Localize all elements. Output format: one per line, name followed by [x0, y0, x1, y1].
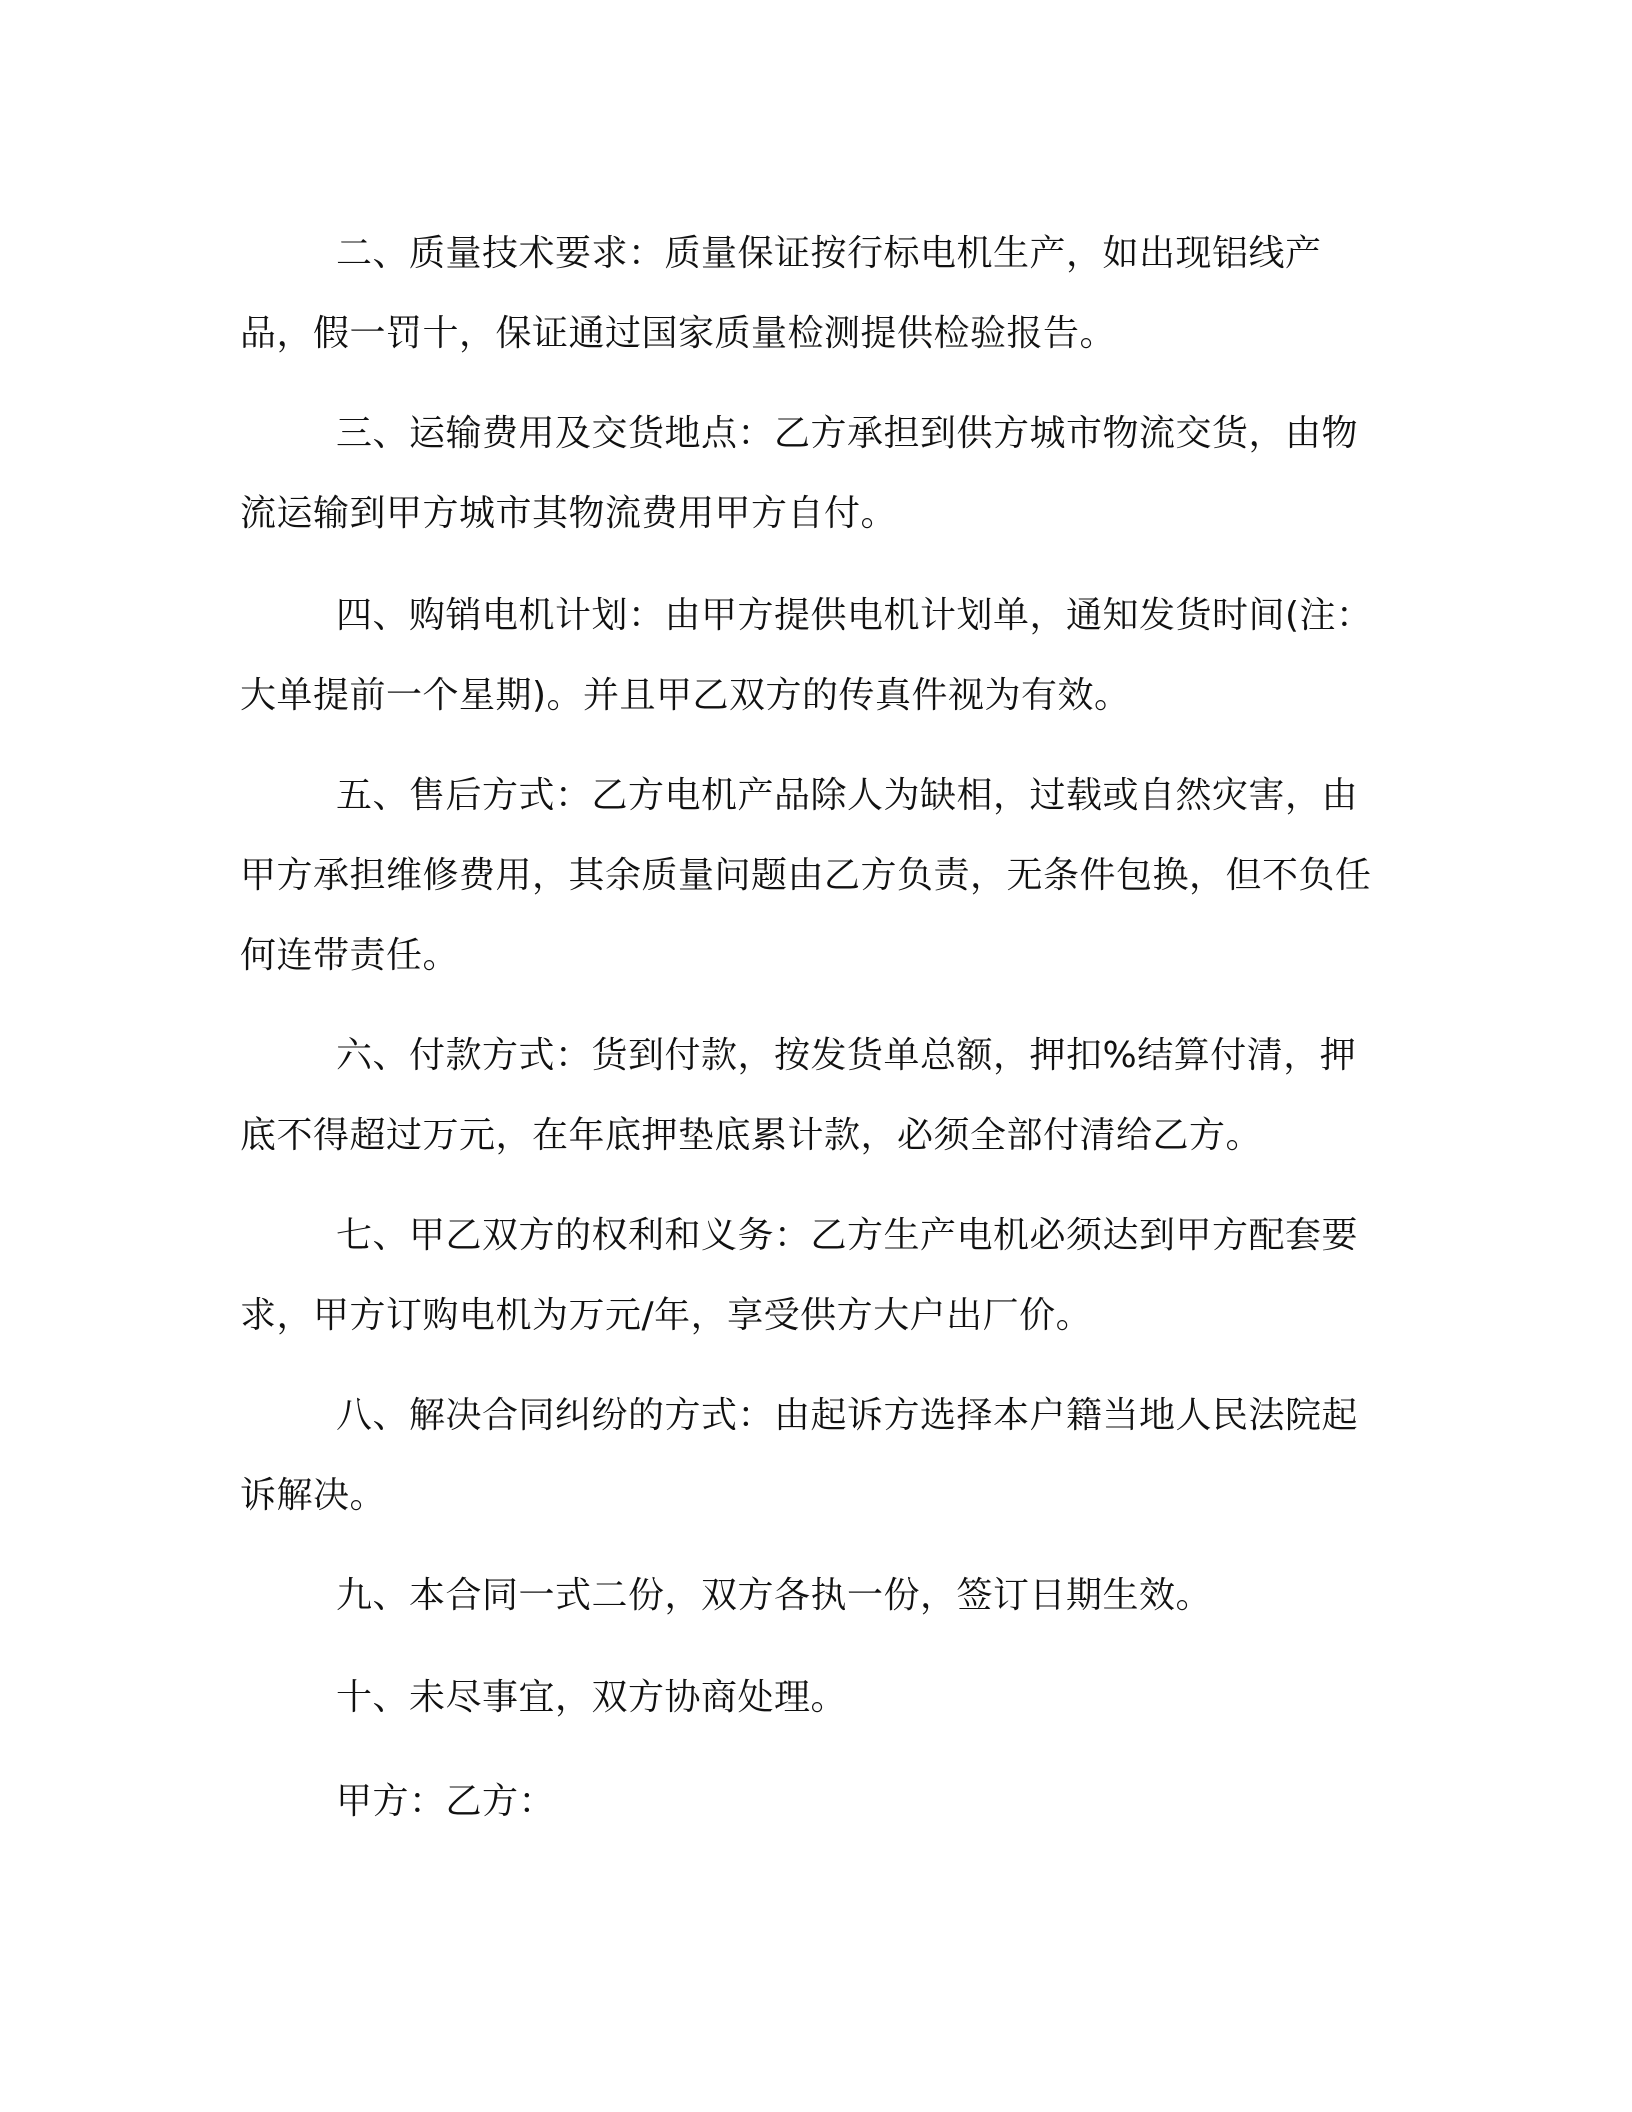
clause-9-copies: 九、本合同一式二份，双方各执一份，签订日期生效。	[336, 1575, 1213, 1616]
signature-line: 甲方：乙方：	[336, 1781, 556, 1822]
clause-8-dispute-resolution: 八、解决合同纠纷的方式：由起诉方选择本户籍当地人民法院起诉解决。	[240, 1395, 1359, 1516]
clause-10-other-matters: 十、未尽事宜，双方协商处理。	[336, 1677, 848, 1718]
clause-4-purchase-plan: 四、购销电机计划：由甲方提供电机计划单，通知发货时间(注：大单提前一个星期)。并且甲乙双方的传真件视为有效。	[240, 595, 1373, 716]
clause-7-rights-obligations: 七、甲乙双方的权利和义务：乙方生产电机必须达到甲方配套要求，甲方订购电机为万元/年，享受供方大户出厂价。	[240, 1215, 1359, 1336]
clause-2-quality-requirements: 二、质量技术要求：质量保证按行标电机生产，如出现铝线产品，假一罚十，保证通过国家质量检测提供检验报告。	[240, 233, 1322, 354]
clause-5-after-sales: 五、售后方式：乙方电机产品除人为缺相，过载或自然灾害，由甲方承担维修费用，其余质量问题由乙方负责，无条件包换，但不负任何连带责任。	[240, 775, 1372, 976]
clause-6-payment: 六、付款方式：货到付款，按发货单总额，押扣%结算付清，押底不得超过万元，在年底押垫底累计款，必须全部付清给乙方。	[240, 1035, 1357, 1156]
clause-3-transport-delivery: 三、运输费用及交货地点：乙方承担到供方城市物流交货，由物流运输到甲方城市其物流费用甲方自付。	[240, 413, 1359, 534]
